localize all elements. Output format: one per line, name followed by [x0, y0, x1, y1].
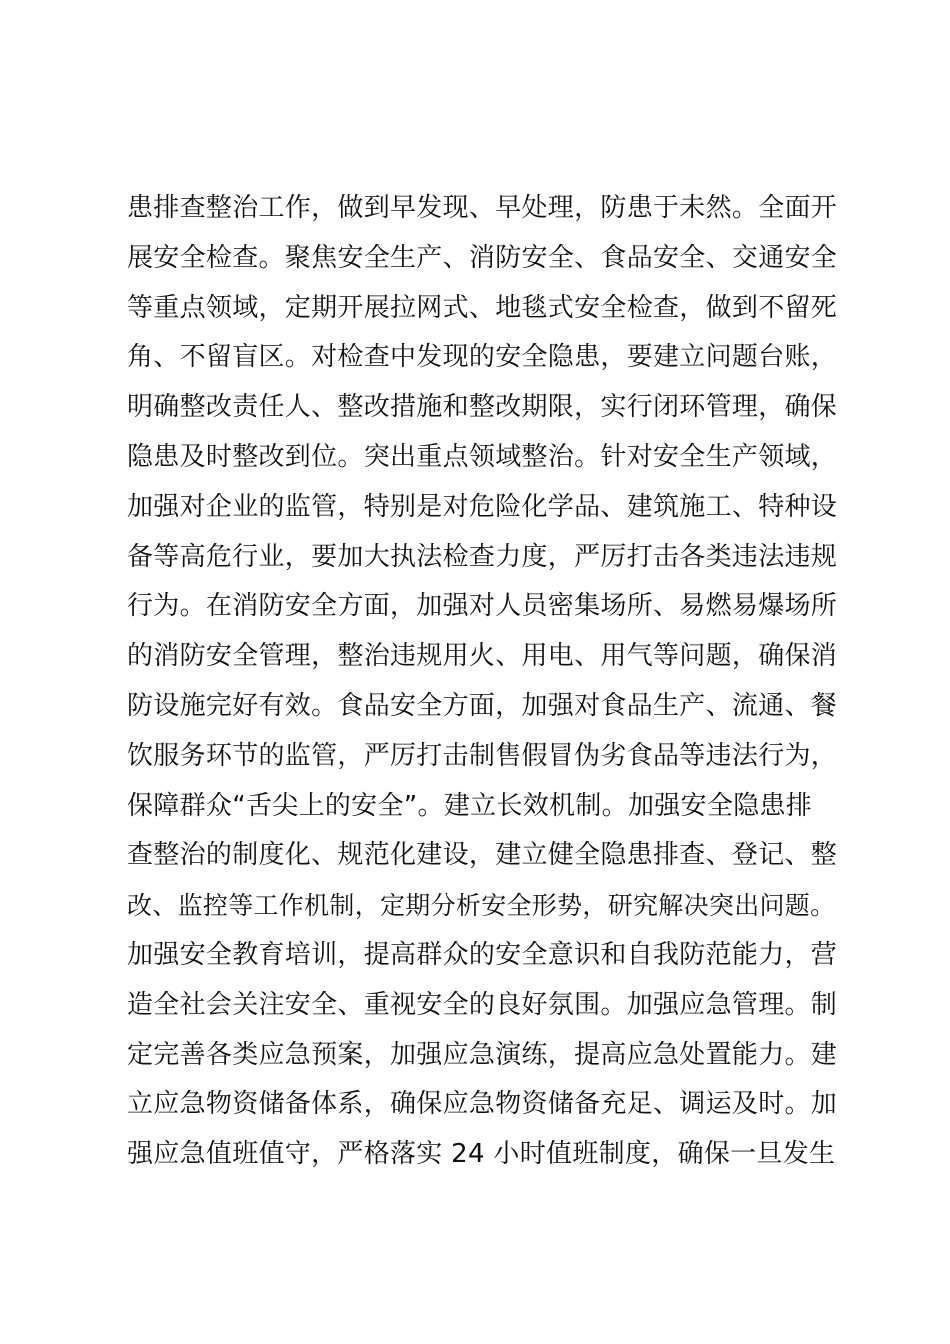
text-line: 饮服务环节的监管，严厉打击制售假冒伪劣食品等违法行为，: [127, 740, 838, 771]
text-line: 强应急值班值守，严格落实 24 小时值班制度，确保一旦发生: [127, 1139, 836, 1170]
text-line: 明确整改责任人、整改措施和整改期限，实行闭环管理，确保: [127, 392, 838, 423]
text-line: 备等高危行业，要加大执法检查力度，严厉打击各类违法违规: [127, 541, 838, 572]
text-line: 隐患及时整改到位。突出重点领域整治。针对安全生产领域，: [127, 441, 838, 472]
text-line: 查整治的制度化、规范化建设，建立健全隐患排查、登记、整: [127, 840, 838, 871]
text-line: 改、监控等工作机制，定期分析安全形势，研究解决突出问题。: [127, 891, 836, 921]
text-line: 造全社会关注安全、重视安全的良好氛围。加强应急管理。制: [127, 989, 838, 1020]
text-line: 防设施完好有效。食品安全方面，加强对食品生产、流通、餐: [127, 690, 838, 721]
text-line: 加强对企业的监管，特别是对危险化学品、建筑施工、特种设: [127, 491, 838, 522]
body-paragraph: [127, 184, 847, 1180]
text-line: 立应急物资储备体系，确保应急物资储备充足、调运及时。加: [127, 1089, 838, 1120]
text-line: 定完善各类应急预案，加强应急演练，提高应急处置能力。建: [127, 1039, 838, 1070]
text-line: 行为。在消防安全方面，加强对人员密集场所、易燃易爆场所: [127, 591, 838, 622]
text-line: 展安全检查。聚焦安全生产、消防安全、食品安全、交通安全: [127, 242, 838, 273]
text-line: 保障群众“舌尖上的安全”。建立长效机制。加强安全隐患排: [127, 790, 813, 821]
text-line: 角、不留盲区。对检查中发现的安全隐患，要建立问题台账，: [127, 342, 838, 373]
text-line: 患排查整治工作，做到早发现、早处理，防患于未然。全面开: [127, 193, 838, 223]
text-line: 加强安全教育培训，提高群众的安全意识和自我防范能力，营: [127, 939, 838, 970]
text-line: 的消防安全管理，整治违规用火、用电、用气等问题，确保消: [127, 641, 838, 672]
text-line: 等重点领域，定期开展拉网式、地毯式安全检查，做到不留死: [127, 292, 838, 323]
